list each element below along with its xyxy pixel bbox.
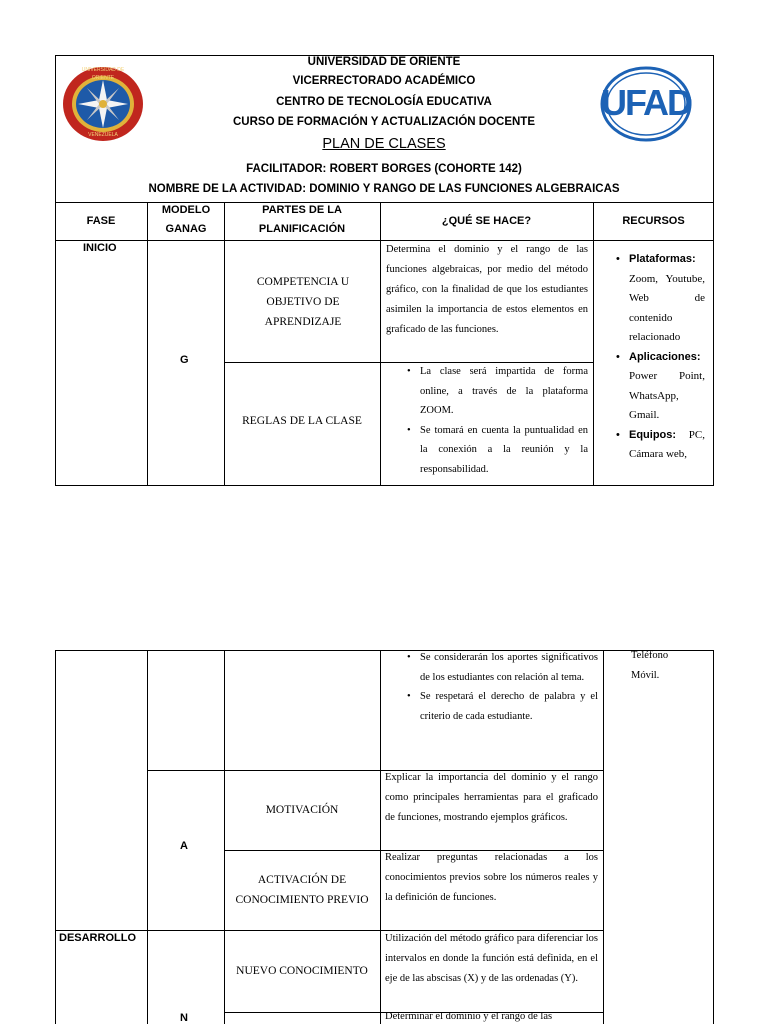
ufad-logo-text: UFAD <box>601 82 691 123</box>
header-line-vicerrectorado: VICERRECTORADO ACADÉMICO <box>292 75 476 87</box>
last-row-description: Determinar el dominio y el rango de las <box>385 1011 553 1022</box>
divider <box>55 650 714 651</box>
header-line-centro: CENTRO DE TECNOLOGÍA EDUCATIVA <box>276 96 492 108</box>
resource-label: Plataformas: <box>629 253 696 265</box>
reglas-bullet-list <box>390 362 588 479</box>
phase-desarrollo: DESARROLLO <box>59 932 136 944</box>
column-header-modelo: MODELO GANAG <box>161 204 211 235</box>
divider <box>147 202 148 486</box>
list-item: • Se respetará el derecho de palabra y el criterio de cada estudiante. <box>390 687 598 726</box>
header-line-university: UNIVERSIDAD DE ORIENTE <box>307 56 461 68</box>
facilitator-line: FACILITADOR: ROBERT BORGES (COHORTE 142) <box>246 163 522 175</box>
continued-bullet-list <box>390 648 598 726</box>
activacion-description: Realizar preguntas relacionadas a los conocimientos previos sobre los números reales y la definición de funciones. <box>385 852 598 903</box>
resource-label: Equipos: <box>629 428 677 441</box>
divider <box>593 202 594 486</box>
column-header-fase: FASE <box>86 214 116 227</box>
header-line-curso: CURSO DE FORMACIÓN Y ACTUALIZACIÓN DOCENTE <box>233 116 535 128</box>
part-reglas: REGLAS DE LA CLASE <box>242 415 362 427</box>
column-header-partes: PARTES DE LA PLANIFICACIÓN <box>258 204 346 235</box>
resource-text: Zoom, Youtube, Web de contenido relacionado <box>629 272 705 343</box>
list-item: • Se tomará en cuenta la puntualidad en la conexión a la reunión y la responsabilidad. <box>390 421 588 480</box>
divider <box>380 650 381 1024</box>
list-item <box>613 250 705 348</box>
phase-inicio: INICIO <box>83 242 117 254</box>
resources-continued: Teléfono Móvil. <box>631 650 669 681</box>
resource-label: Aplicaciones: <box>629 350 701 363</box>
divider <box>713 650 714 1024</box>
part-nuevo-conocimiento: NUEVO CONOCIMIENTO <box>236 965 368 977</box>
column-header-recursos: RECURSOS <box>622 214 685 227</box>
part-motivacion: MOTIVACIÓN <box>265 804 339 816</box>
resource-text: PC, Cámara web, <box>629 428 705 460</box>
list-item <box>613 348 705 426</box>
divider <box>55 240 714 241</box>
resources-list <box>613 250 705 465</box>
list-item: • La clase será impartida de forma online, a través de la plataforma ZOOM. <box>390 362 588 421</box>
logo-ring-text: UNIVERSIDAD DE ORIENTE <box>81 67 125 81</box>
column-header-que-se-hace: ¿QUÉ SE HACE? <box>441 214 532 227</box>
motivacion-description: Explicar la importancia del dominio y el rango como principales herramientas para el graficado de funciones, mostrando ejemplos gráficos. <box>385 772 598 823</box>
divider <box>147 650 148 1024</box>
part-competencia: COMPETENCIA U OBJETIVO DE APRENDIZAJE <box>256 276 350 328</box>
ganag-letter-a: A <box>180 840 188 852</box>
ganag-letter-g: G <box>180 354 189 366</box>
activity-name-line: NOMBRE DE LA ACTIVIDAD: DOMINIO Y RANGO DE LAS FUNCIONES ALGEBRAICAS <box>148 183 620 195</box>
divider <box>380 202 381 486</box>
ganag-letter-n: N <box>180 1012 188 1024</box>
divider <box>55 650 56 1024</box>
nuevo-conocimiento-description: Utilización del método gráfico para diferenciar los intervalos en donde la función está definida, en el eje de las abscisas (X) y de las ordenadas (Y). <box>385 933 598 984</box>
resource-text: Power Point, WhatsApp, Gmail. <box>629 370 705 421</box>
list-item: • Se considerarán los aportes significativos de los estudiantes con relación al tema. <box>390 648 598 687</box>
divider <box>603 650 604 1024</box>
logo-ring-bottom-text: VENEZUELA <box>88 132 118 138</box>
list-item <box>613 426 705 465</box>
competencia-description: Determina el dominio y el rango de las funciones algebraicas, por medio del método gráfico, con la finalidad de que los estudiantes asimilen la importancia de estos elementos en graficado de las funciones. <box>386 244 588 335</box>
part-activacion: ACTIVACIÓN DE CONOCIMIENTO PREVIO <box>235 874 369 906</box>
page-title: PLAN DE CLASES <box>322 136 446 152</box>
